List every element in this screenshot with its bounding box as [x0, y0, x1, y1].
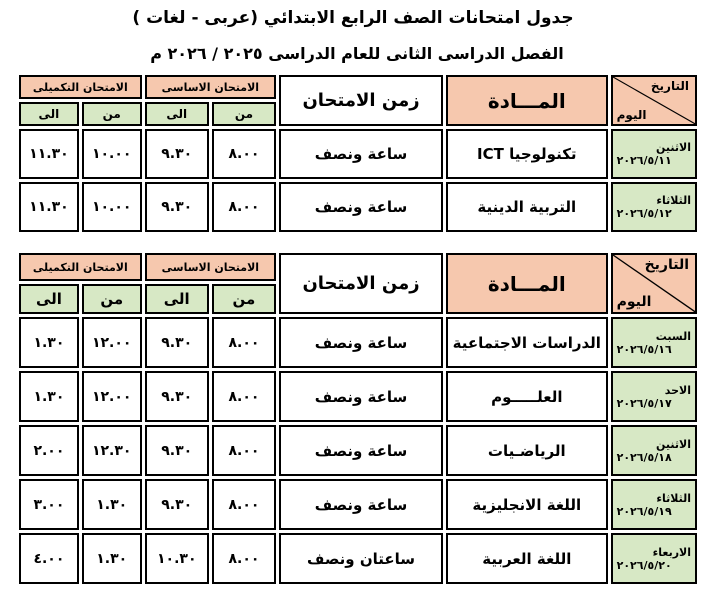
- supp-exam-header: الامتحان التكميلى: [19, 253, 142, 281]
- exam-table-2: [16, 250, 700, 587]
- subject-cell: الدراسات الاجتماعية: [446, 317, 608, 368]
- supp-to-cell: ١.٣٠: [19, 371, 79, 422]
- day-name: الاحد: [664, 383, 691, 397]
- duration-cell: ساعة ونصف: [279, 425, 443, 476]
- supp-to-cell: ٤.٠٠: [19, 533, 79, 584]
- basic-from-cell: ٨.٠٠: [212, 533, 276, 584]
- supp-from-header: من: [82, 284, 142, 314]
- basic-to-cell: ٩.٣٠: [145, 129, 209, 179]
- date-day-header: [611, 75, 697, 126]
- table-row: [19, 317, 697, 368]
- exam-date: ٢٠٢٦/٥/١٢: [616, 207, 672, 220]
- day-name: الاربعاء: [652, 545, 691, 559]
- duration-cell: ساعة ونصف: [279, 371, 443, 422]
- duration-cell: ساعة ونصف: [279, 129, 443, 179]
- date-header: التاريخ: [644, 257, 689, 273]
- date-day-header: [611, 253, 697, 314]
- basic-to-cell: ١٠.٣٠: [145, 533, 209, 584]
- exam-table-1: [16, 72, 700, 235]
- supp-to-cell: ١.٣٠: [19, 317, 79, 368]
- subject-cell: العلـــــوم: [446, 371, 608, 422]
- exam-date: ٢٠٢٦/٥/١٨: [616, 450, 672, 464]
- day-date-cell: [611, 182, 697, 232]
- day-name: الاثنين: [656, 437, 691, 451]
- supp-from-header: من: [82, 102, 142, 126]
- basic-from-header: من: [212, 284, 276, 314]
- supp-from-cell: ١٠.٠٠: [82, 182, 142, 232]
- table-row: [19, 371, 697, 422]
- supp-from-cell: ١٢.٠٠: [82, 371, 142, 422]
- basic-from-cell: ٨.٠٠: [212, 425, 276, 476]
- supp-from-cell: ١٢.٠٠: [82, 317, 142, 368]
- duration-header: زمن الامتحان: [279, 253, 443, 314]
- day-date-cell: [611, 317, 697, 368]
- basic-exam-header: الامتحان الاساسى: [145, 253, 276, 281]
- subject-cell: الرياضـيات: [446, 425, 608, 476]
- table-row: [19, 479, 697, 530]
- duration-cell: ساعتان ونصف: [279, 533, 443, 584]
- exam-date: ٢٠٢٦/٥/١٧: [616, 396, 672, 410]
- basic-from-cell: ٨.٠٠: [212, 371, 276, 422]
- basic-from-cell: ٨.٠٠: [212, 182, 276, 232]
- basic-from-cell: ٨.٠٠: [212, 479, 276, 530]
- basic-to-header: الى: [145, 284, 209, 314]
- table-row: [19, 425, 697, 476]
- supp-to-cell: ٣.٠٠: [19, 479, 79, 530]
- day-header: اليوم: [616, 108, 647, 122]
- duration-cell: ساعة ونصف: [279, 317, 443, 368]
- subject-cell: اللغة العربية: [446, 533, 608, 584]
- supp-exam-header: الامتحان التكميلى: [19, 75, 142, 99]
- duration-header: زمن الامتحان: [279, 75, 443, 126]
- day-header: اليوم: [616, 294, 652, 310]
- basic-to-cell: ٩.٣٠: [145, 182, 209, 232]
- table-row: [19, 533, 697, 584]
- day-name: الاثنين: [656, 141, 691, 154]
- exam-date: ٢٠٢٦/٥/١١: [616, 154, 672, 167]
- supp-from-cell: ١.٣٠: [82, 479, 142, 530]
- supp-from-cell: ١٠.٠٠: [82, 129, 142, 179]
- basic-from-header: من: [212, 102, 276, 126]
- supp-from-cell: ١.٣٠: [82, 533, 142, 584]
- supp-to-cell: ١١.٣٠: [19, 182, 79, 232]
- day-name: السبت: [655, 329, 691, 343]
- exam-date: ٢٠٢٦/٥/٢٠: [616, 558, 672, 572]
- day-date-cell: [611, 479, 697, 530]
- subject-cell: اللغة الانجليزية: [446, 479, 608, 530]
- basic-to-cell: ٩.٣٠: [145, 479, 209, 530]
- basic-from-cell: ٨.٠٠: [212, 129, 276, 179]
- subject-header: المـــادة: [446, 253, 608, 314]
- date-header: التاريخ: [650, 79, 689, 93]
- basic-exam-header: الامتحان الاساسى: [145, 75, 276, 99]
- subject-header: المـــادة: [446, 75, 608, 126]
- day-date-cell: [611, 129, 697, 179]
- supp-to-cell: ٢.٠٠: [19, 425, 79, 476]
- day-date-cell: [611, 371, 697, 422]
- basic-to-cell: ٩.٣٠: [145, 371, 209, 422]
- exam-date: ٢٠٢٦/٥/١٩: [616, 504, 672, 518]
- duration-cell: ساعة ونصف: [279, 182, 443, 232]
- basic-from-cell: ٨.٠٠: [212, 317, 276, 368]
- table-row: [19, 182, 697, 232]
- supp-to-cell: ١١.٣٠: [19, 129, 79, 179]
- page-title: جدول امتحانات الصف الرابع الابتدائي (عربى - لغات ): [132, 8, 574, 28]
- day-date-cell: [611, 425, 697, 476]
- day-date-cell: [611, 533, 697, 584]
- table-row: [19, 129, 697, 179]
- supp-from-cell: ١٢.٣٠: [82, 425, 142, 476]
- day-name: الثلاثاء: [656, 491, 691, 505]
- exam-date: ٢٠٢٦/٥/١٦: [616, 342, 672, 356]
- basic-to-header: الى: [145, 102, 209, 126]
- supp-to-header: الى: [19, 284, 79, 314]
- duration-cell: ساعة ونصف: [279, 479, 443, 530]
- day-name: الثلاثاء: [656, 194, 691, 207]
- basic-to-cell: ٩.٣٠: [145, 425, 209, 476]
- basic-to-cell: ٩.٣٠: [145, 317, 209, 368]
- subject-cell: التربية الدينية: [446, 182, 608, 232]
- supp-to-header: الى: [19, 102, 79, 126]
- subject-cell: تكنولوجيا ICT: [446, 129, 608, 179]
- page-subtitle: الفصل الدراسى الثانى للعام الدراسى ٢٠٢٥ / ٢٠٢٦ م: [150, 44, 564, 63]
